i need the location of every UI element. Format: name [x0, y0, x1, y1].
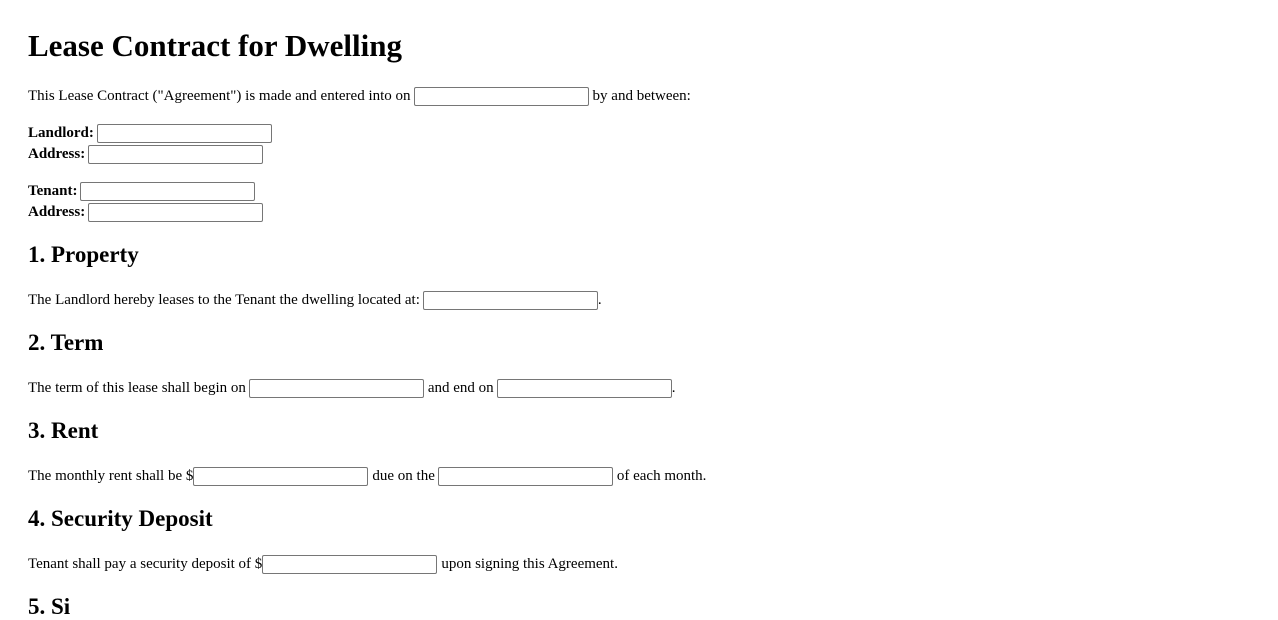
- agreement-date-field[interactable]: [414, 87, 589, 106]
- term-text-before: The term of this lease shall begin on: [28, 379, 246, 396]
- section-heading-property: 1. Property: [28, 242, 139, 267]
- tenant-address-line: [28, 201, 267, 223]
- deposit-amount-field[interactable]: [262, 555, 437, 574]
- property-address-field[interactable]: [423, 291, 598, 310]
- tenant-name-field[interactable]: [80, 182, 255, 201]
- landlord-address-line: [28, 143, 267, 165]
- intro-text-before: This Lease Contract ("Agreement") is made and entered into on: [28, 87, 411, 104]
- section-heading-rent: 3. Rent: [28, 418, 99, 443]
- term-text-middle: and end on: [427, 379, 494, 396]
- section-heading-next: 5. Si: [28, 594, 71, 619]
- tenant-address-field[interactable]: [88, 203, 263, 222]
- deposit-line: [28, 553, 618, 575]
- intro-text-after: by and between:: [592, 87, 691, 104]
- section-heading-deposit: 4. Security Deposit: [28, 506, 213, 531]
- term-period: .: [671, 379, 676, 396]
- landlord-address-label: Address:: [28, 145, 86, 162]
- rent-text-middle: due on the: [372, 467, 435, 484]
- term-start-field[interactable]: [249, 379, 424, 398]
- landlord-label: Landlord:: [28, 124, 94, 141]
- property-line: [28, 289, 602, 311]
- tenant-label: Tenant:: [28, 182, 78, 199]
- intro-line: [28, 85, 691, 107]
- term-line: [28, 377, 675, 399]
- property-period: .: [597, 291, 602, 308]
- landlord-line: [28, 122, 276, 144]
- property-text: The Landlord hereby leases to the Tenant the dwelling located at:: [28, 291, 420, 308]
- section-heading-term: 2. Term: [28, 330, 104, 355]
- term-end-field[interactable]: [497, 379, 672, 398]
- landlord-address-field[interactable]: [88, 145, 263, 164]
- rent-line: [28, 465, 706, 487]
- rent-amount-field[interactable]: [193, 467, 368, 486]
- deposit-text-after: upon signing this Agreement.: [441, 555, 618, 572]
- rent-text-before: The monthly rent shall be $: [28, 467, 194, 484]
- tenant-address-label: Address:: [28, 203, 86, 220]
- page-title: Lease Contract for Dwelling: [28, 28, 402, 63]
- tenant-line: [28, 180, 259, 202]
- rent-text-after: of each month.: [616, 467, 707, 484]
- landlord-name-field[interactable]: [97, 124, 272, 143]
- deposit-text-before: Tenant shall pay a security deposit of $: [28, 555, 263, 572]
- rent-due-day-field[interactable]: [438, 467, 613, 486]
